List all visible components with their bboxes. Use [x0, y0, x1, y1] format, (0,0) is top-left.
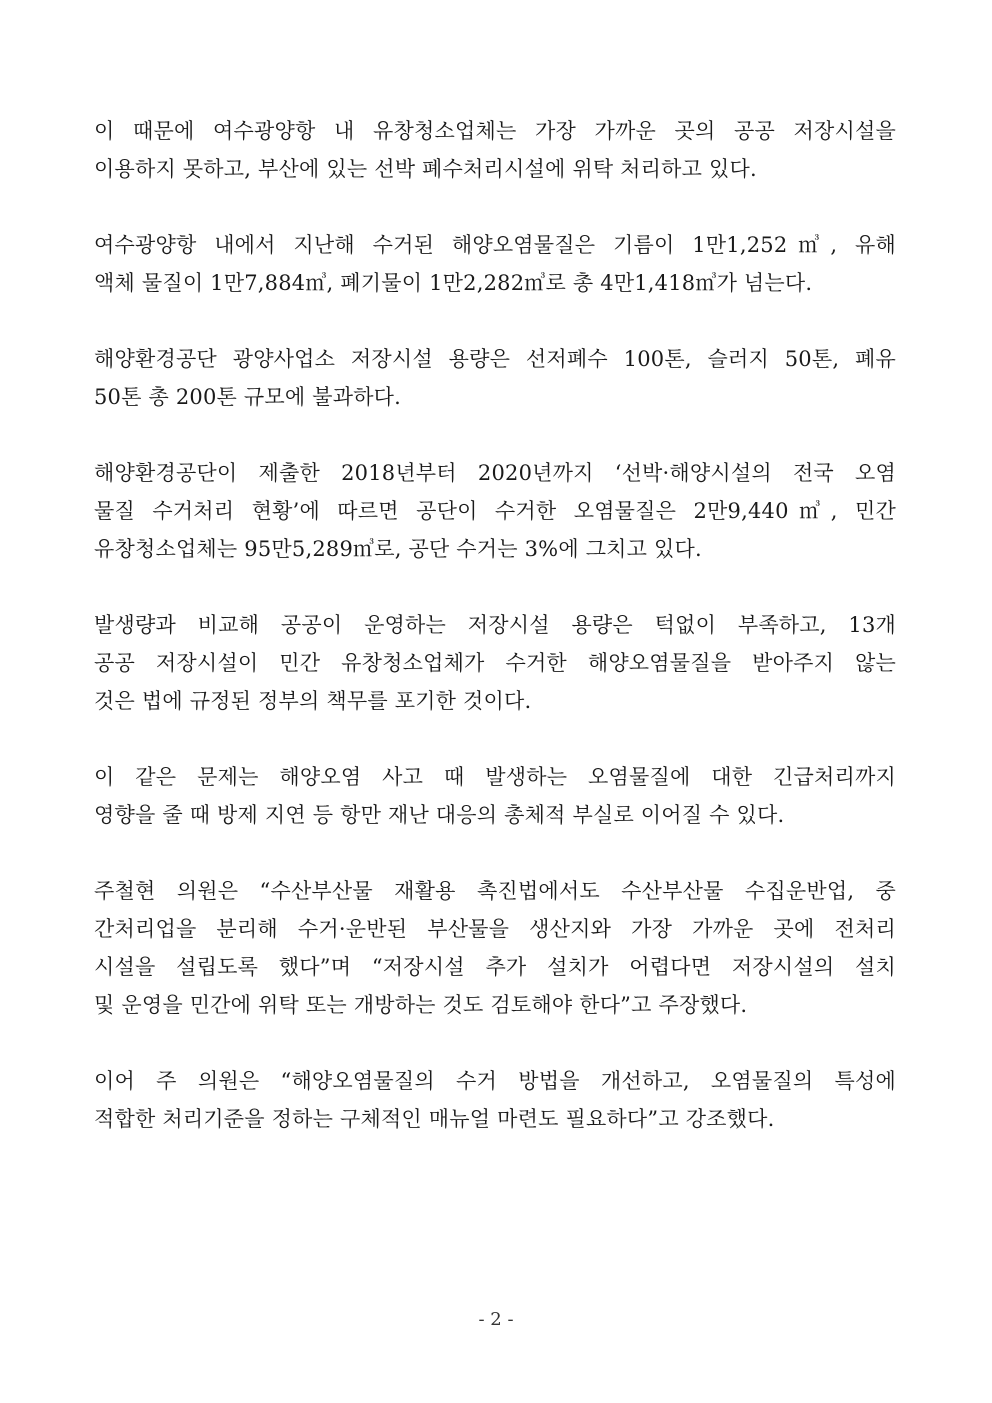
article-body [94, 112, 896, 1176]
paragraph-8 [94, 1062, 896, 1138]
paragraph-1 [94, 112, 896, 188]
text-line: 것은 법에 규정된 정부의 책무를 포기한 것이다. [94, 689, 532, 713]
page-number: - 2 - [478, 1309, 514, 1330]
text-line: 공공 저장시설이 민간 유창청소업체가 수거한 해양오염물질을 받아주지 않는 [94, 651, 896, 675]
text-line: 여수광양항 내에서 지난해 수거된 해양오염물질은 기름이 1만1,252㎥, 유해 [94, 233, 896, 257]
text-line: 해양환경공단이 제출한 2018년부터 2020년까지 ‘선박·해양시설의 전국 오염 [94, 461, 896, 485]
text-line: 주철현 의원은 “수산부산물 재활용 촉진법에서도 수산부산물 수집운반업, 중 [94, 879, 896, 903]
text-line: 이 때문에 여수광양항 내 유창청소업체는 가장 가까운 곳의 공공 저장시설을 [94, 119, 896, 143]
paragraph-3 [94, 340, 896, 416]
paragraph-5 [94, 606, 896, 720]
text-line: 액체 물질이 1만7,884㎥, 폐기물이 1만2,282㎥로 총 4만1,418㎥가 넘는다. [94, 271, 813, 295]
text-line: 영향을 줄 때 방제 지연 등 항만 재난 대응의 총체적 부실로 이어질 수 있다. [94, 803, 785, 827]
text-line: 이용하지 못하고, 부산에 있는 선박 폐수처리시설에 위탁 처리하고 있다. [94, 157, 757, 181]
paragraph-6 [94, 758, 896, 834]
text-line: 간처리업을 분리해 수거·운반된 부산물을 생산지와 가장 가까운 곳에 전처리 [94, 917, 896, 941]
text-line: 및 운영을 민간에 위탁 또는 개방하는 것도 검토해야 한다”고 주장했다. [94, 993, 748, 1017]
paragraph-7 [94, 872, 896, 1024]
text-line: 이어 주 의원은 “해양오염물질의 수거 방법을 개선하고, 오염물질의 특성에 [94, 1069, 896, 1093]
text-line: 유창청소업체는 95만5,289㎥로, 공단 수거는 3%에 그치고 있다. [94, 537, 702, 561]
text-line: 적합한 처리기준을 정하는 구체적인 매뉴얼 마련도 필요하다”고 강조했다. [94, 1107, 775, 1131]
text-line: 이 같은 문제는 해양오염 사고 때 발생하는 오염물질에 대한 긴급처리까지 [94, 765, 896, 789]
text-line: 발생량과 비교해 공공이 운영하는 저장시설 용량은 턱없이 부족하고, 13개 [94, 613, 896, 637]
text-line: 50톤 총 200톤 규모에 불과하다. [94, 385, 402, 409]
text-line: 시설을 설립도록 했다”며 “저장시설 추가 설치가 어렵다면 저장시설의 설치 [94, 955, 896, 979]
text-line: 물질 수거처리 현황’에 따르면 공단이 수거한 오염물질은 2만9,440㎥, 민간 [94, 499, 896, 523]
paragraph-2 [94, 226, 896, 302]
paragraph-4 [94, 454, 896, 568]
text-line: 해양환경공단 광양사업소 저장시설 용량은 선저폐수 100톤, 슬러지 50톤, 폐유 [94, 347, 896, 371]
